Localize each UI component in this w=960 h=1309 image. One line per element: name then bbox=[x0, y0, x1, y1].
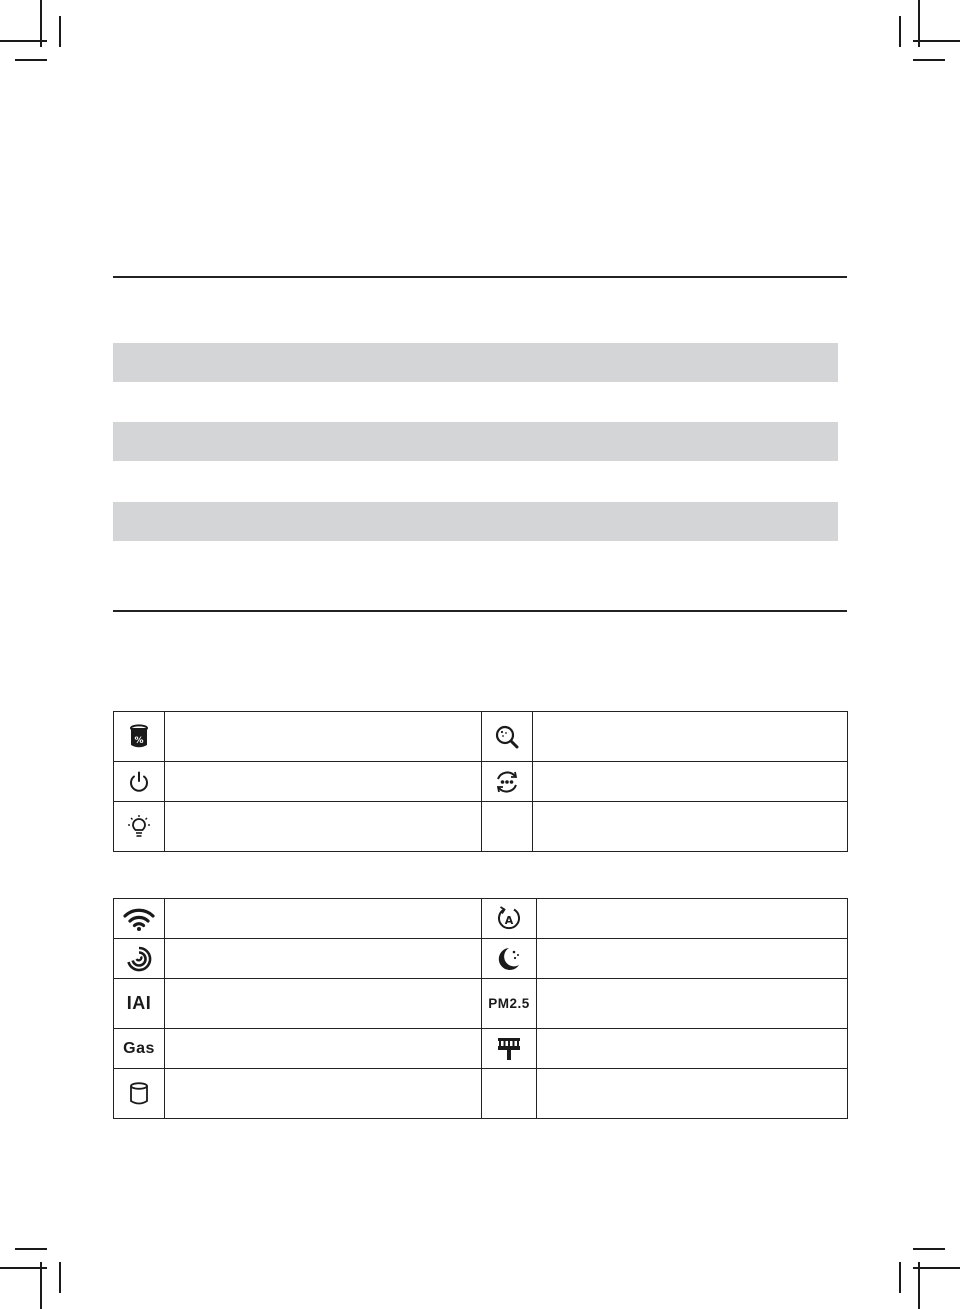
table-cell bbox=[165, 802, 482, 852]
table-cell bbox=[165, 1069, 482, 1119]
gas-text-icon bbox=[114, 1029, 165, 1069]
table-cell bbox=[537, 979, 848, 1029]
table-row bbox=[114, 762, 848, 802]
table-cell bbox=[165, 899, 482, 939]
pm25-label: PM2.5 bbox=[488, 995, 530, 1011]
crop-mark bbox=[0, 1267, 47, 1269]
crop-mark bbox=[59, 1262, 61, 1293]
sleep-mode-icon bbox=[482, 939, 537, 979]
empty-icon-cell bbox=[482, 1069, 537, 1119]
mode-cycle-icon bbox=[482, 762, 533, 802]
pm25-text-icon bbox=[482, 979, 537, 1029]
table-row bbox=[114, 802, 848, 852]
gas-label: Gas bbox=[123, 1039, 155, 1057]
iai-text-icon bbox=[114, 979, 165, 1029]
table-row bbox=[114, 979, 848, 1029]
table-cell bbox=[537, 899, 848, 939]
table-cell bbox=[533, 712, 848, 762]
table-row bbox=[114, 712, 848, 762]
turbo-swirl-icon bbox=[114, 939, 165, 979]
crop-mark bbox=[899, 16, 901, 47]
table-row bbox=[114, 1029, 848, 1069]
section-rule-bottom bbox=[113, 610, 847, 612]
svg-text:%: % bbox=[134, 735, 144, 746]
table-row bbox=[114, 939, 848, 979]
icon-legend-table-2 bbox=[113, 898, 848, 1119]
svg-text:A: A bbox=[504, 913, 514, 927]
section-rule-top bbox=[113, 276, 847, 278]
table-cell bbox=[165, 1029, 482, 1069]
table-header-band-1 bbox=[113, 343, 838, 382]
light-bulb-icon bbox=[114, 802, 165, 852]
power-icon bbox=[114, 762, 165, 802]
auto-mode-icon bbox=[482, 899, 537, 939]
table-row bbox=[114, 899, 848, 939]
magnifier-icon bbox=[482, 712, 533, 762]
table-header-band-2 bbox=[113, 422, 838, 461]
table-cell bbox=[165, 939, 482, 979]
table-cell bbox=[533, 762, 848, 802]
table-cell bbox=[165, 762, 482, 802]
wifi-icon bbox=[114, 899, 165, 939]
crop-mark bbox=[913, 40, 960, 42]
table-row bbox=[114, 1069, 848, 1119]
filter-icon bbox=[114, 1069, 165, 1119]
crop-mark bbox=[899, 1262, 901, 1293]
empty-icon-cell bbox=[482, 802, 533, 852]
filter-percent-icon bbox=[114, 712, 165, 762]
crop-mark bbox=[918, 1262, 920, 1309]
crop-mark bbox=[40, 1262, 42, 1309]
table-cell bbox=[533, 802, 848, 852]
crop-mark bbox=[913, 1248, 945, 1250]
crop-mark bbox=[59, 16, 61, 47]
table-cell bbox=[165, 979, 482, 1029]
table-cell bbox=[165, 712, 482, 762]
table-header-band-3 bbox=[113, 502, 838, 541]
crop-mark bbox=[0, 40, 47, 42]
crop-mark bbox=[913, 1267, 960, 1269]
iai-label: IAI bbox=[126, 993, 152, 1013]
crop-mark bbox=[15, 59, 47, 61]
table-cell bbox=[537, 1029, 848, 1069]
icon-legend-table-1 bbox=[113, 711, 848, 852]
crop-mark bbox=[15, 1248, 47, 1250]
pre-filter-brush-icon bbox=[482, 1029, 537, 1069]
crop-mark bbox=[913, 59, 945, 61]
table-cell bbox=[537, 1069, 848, 1119]
table-cell bbox=[537, 939, 848, 979]
